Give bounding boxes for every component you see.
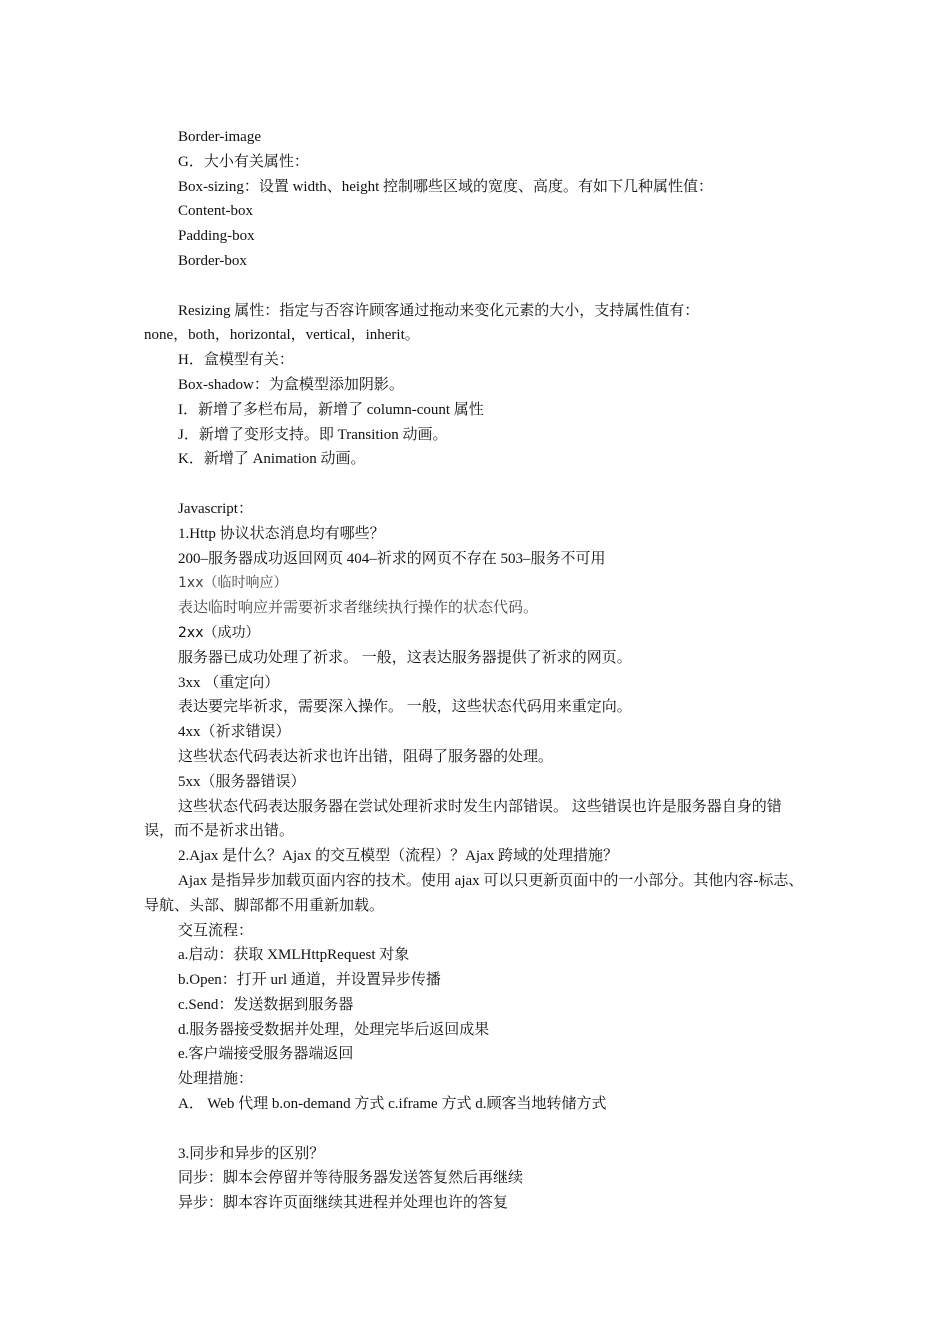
text-line: 200–服务器成功返回网页 404–祈求的网页不存在 503–服务不可用 [178,550,606,567]
section-heading: G．大小有关属性： [178,153,309,170]
list-item: e.客户端接受服务器端返回 [178,1046,354,1063]
status-code-heading: 1xx（临时响应） [178,575,288,592]
text-line: Content-box [178,203,253,220]
question-heading: 2.Ajax 是什么？Ajax 的交互模型（流程）？Ajax 跨域的处理措施？ [178,848,618,865]
text-line: Padding-box [178,228,255,245]
status-code-heading: 2xx（成功） [178,624,260,641]
status-code-heading: 3xx （重定向） [178,674,280,691]
text-line: I．新增了多栏布局，新增了 column-count 属性 [178,401,484,418]
text-line: Box-shadow：为盒模型添加阴影。 [178,376,404,393]
question-heading: 1.Http 协议状态消息均有哪些？ [178,525,385,542]
text-line: K．新增了 Animation 动画。 [178,451,366,468]
text-line: A． Web 代理 b.on-demand 方式 c.iframe 方式 d.顾客当地转储方式 [178,1096,607,1113]
blank-line [144,472,808,497]
blank-line [144,274,808,299]
question-heading: 3.同步和异步的区别？ [178,1145,325,1162]
text-line: 同步：脚本会停留并等待服务器发送答复然后再继续 [178,1170,524,1187]
text-line: 表达临时响应并需要祈求者继续执行操作的状态代码。 [178,600,539,617]
text-line: 处理措施： [178,1071,254,1088]
list-item: d.服务器接受数据并处理，处理完毕后返回成果 [178,1021,490,1038]
list-item: c.Send：发送数据到服务器 [178,996,354,1013]
text-line: 这些状态代码表达祈求也许出错，阻碍了服务器的处理。 [178,748,554,765]
text-line: none，both，horizontal，vertical，inherit。 [144,327,420,344]
status-code-heading: 4xx（祈求错误） [178,724,291,741]
text-line: Resizing 属性：指定与否容许顾客通过拖动来变化元素的大小，支持属性值有： [178,302,700,319]
text-line: 异步：脚本容许页面继续其进程并处理也许的答复 [178,1195,509,1212]
text-line: 服务器已成功处理了祈求。 一般，这表达服务器提供了祈求的网页。 [178,649,632,666]
text-paragraph: Ajax 是指异步加载页面内容的技术。使用 ajax 可以只更新页面中的一小部分。其他内容-标志、导航、头部、脚部都不用重新加载。 [144,872,804,914]
list-item: b.Open：打开 url 通道，并设置异步传播 [178,972,441,989]
text-paragraph: 这些状态代码表达服务器在尝试处理祈求时发生内部错误。 这些错误也许是服务器自身的错误，而不是祈求出错。 [144,798,782,840]
text-line: J．新增了变形支持。即 Transition 动画。 [178,426,448,443]
blank-line [144,1117,808,1142]
section-heading: H．盒模型有关： [178,352,294,369]
status-code-heading: 5xx（服务器错误） [178,773,306,790]
text-line: 表达要完毕祈求，需要深入操作。 一般，这些状态代码用来重定向。 [178,699,632,716]
section-heading: Javascript： [178,500,253,517]
list-item: a.启动：获取 XMLHttpRequest 对象 [178,947,410,964]
text-line: Border-box [178,252,247,269]
text-line: 交互流程： [178,922,254,939]
text-line: Border-image [178,129,261,145]
text-line: Box-sizing：设置 width、height 控制哪些区域的宽度、高度。有如下几种属性值： [178,178,713,195]
